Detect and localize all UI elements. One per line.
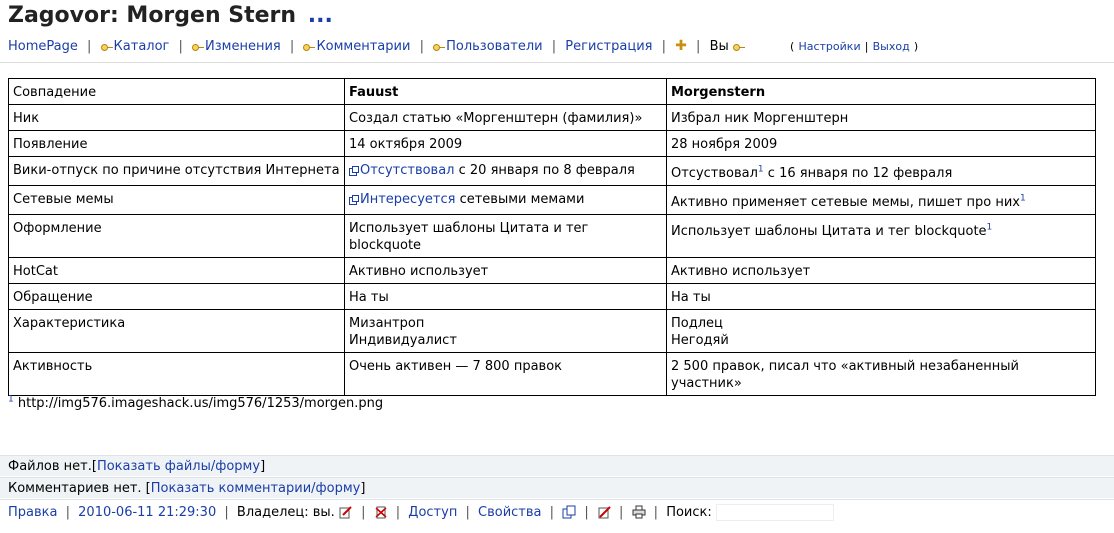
owner-edit-icon[interactable] xyxy=(339,503,353,517)
table-row xyxy=(9,157,1096,186)
cell-fauust: Создал статью «Моргенштерн (фамилия)» xyxy=(345,105,667,131)
cell-morgenstern: Активно применяет сетевые мемы, пишет про них$^1$ xyxy=(667,186,1096,215)
cell-morgenstern: Подлец Негодяй xyxy=(667,310,1096,353)
files-bar: Файлов нет.[Показать файлы/форму] xyxy=(0,455,1114,476)
username[interactable] xyxy=(746,41,786,53)
key-icon xyxy=(303,43,315,51)
comparison-table xyxy=(8,78,1096,396)
cell-morgenstern: Избрал ник Моргенштерн xyxy=(667,105,1096,131)
nav-users[interactable]: Пользователи xyxy=(446,39,543,54)
row-label: Оформление xyxy=(9,215,345,258)
cell-fauust: На ты xyxy=(345,284,667,310)
delete-icon[interactable] xyxy=(374,503,388,517)
row-label: Характеристика xyxy=(9,310,345,353)
table-row xyxy=(9,105,1096,131)
header-cell: Morgenstern xyxy=(667,79,1096,105)
page-title xyxy=(8,3,333,28)
key-icon xyxy=(733,43,745,51)
key-icon xyxy=(192,43,204,51)
comments-bar: Комментариев нет. [Показать комментарии/форму] xyxy=(0,477,1114,498)
table-row xyxy=(9,310,1096,353)
table-row xyxy=(9,284,1096,310)
divider xyxy=(0,62,1114,63)
table-row xyxy=(9,186,1096,215)
comments-status: Комментариев нет. xyxy=(8,481,142,496)
nav-homepage[interactable]: HomePage xyxy=(8,39,78,54)
edit-link[interactable]: Правка xyxy=(8,505,58,520)
show-files-link[interactable]: Показать файлы/форму xyxy=(96,459,261,474)
search-input[interactable] xyxy=(716,504,834,521)
nav-changes[interactable]: Изменения xyxy=(205,39,281,54)
properties-link[interactable]: Свойства xyxy=(478,505,542,520)
cell-morgenstern: На ты xyxy=(667,284,1096,310)
nav-you-label: Вы xyxy=(709,39,729,54)
top-navigation: HomePage | Каталог | Изменения | Комментарии | Пользователи | Регистрация | ✚ | Вы ( Настройки | Выход ) xyxy=(8,38,919,54)
show-comments-link[interactable]: Показать комментарии/форму xyxy=(150,481,361,496)
cell-fauust: Мизантроп Индивидуалист xyxy=(345,310,667,353)
cell-morgenstern: Использует шаблоны Цитата и тег blockquote$^1$ xyxy=(667,215,1096,258)
key-icon xyxy=(101,43,113,51)
cell-link[interactable]: Отсутствовал xyxy=(360,163,455,178)
key-icon xyxy=(433,43,445,51)
cell-fauust: Очень активен — 7 800 правок xyxy=(345,353,667,396)
header-cell: Fauust xyxy=(345,79,667,105)
table-row xyxy=(9,215,1096,258)
nav-catalog[interactable]: Каталог xyxy=(113,39,170,54)
footnote-number[interactable]: 1 xyxy=(8,394,14,405)
nav-register[interactable]: Регистрация xyxy=(565,39,653,54)
row-label: Обращение xyxy=(9,284,345,310)
cell-fauust: Использует шаблоны Цитата и тег blockquote xyxy=(345,215,667,258)
table-row xyxy=(9,258,1096,284)
search-label: Поиск: xyxy=(666,505,712,520)
footnote-text: http://img576.imageshack.us/img576/1253/morgen.png xyxy=(17,396,384,411)
access-link[interactable]: Доступ xyxy=(408,505,458,520)
nav-comments[interactable]: Комментарии xyxy=(316,39,411,54)
plus-icon[interactable]: ✚ xyxy=(675,38,687,54)
table-row xyxy=(9,131,1096,157)
footnote-ref[interactable]: 1 xyxy=(986,222,993,233)
nav-settings[interactable]: Настройки xyxy=(798,40,861,53)
footnote-ref[interactable]: 1 xyxy=(757,164,764,175)
table-row xyxy=(9,353,1096,396)
cell-fauust: 14 октября 2009 xyxy=(345,131,667,157)
row-label: HotCat xyxy=(9,258,345,284)
row-label: Активность xyxy=(9,353,345,396)
row-label: Появление xyxy=(9,131,345,157)
table-header-row xyxy=(9,79,1096,105)
header-cell: Совпадение xyxy=(9,79,345,105)
files-status: Файлов нет. xyxy=(8,459,92,474)
nav-logout[interactable]: Выход xyxy=(872,40,910,53)
page-title-more-link[interactable]: ... xyxy=(307,3,333,28)
cell-fauust: Интересуется сетевыми мемами xyxy=(345,186,667,215)
cell-fauust: Активно использует xyxy=(345,258,667,284)
cell-link[interactable]: Интересуется xyxy=(360,192,456,207)
external-link-icon xyxy=(349,166,358,175)
clone-icon[interactable] xyxy=(562,503,576,517)
page-title-text: Zagovor: Morgen Stern xyxy=(8,3,297,28)
row-label: Ник xyxy=(9,105,345,131)
owner-label: Владелец: вы. xyxy=(236,505,335,520)
cell-morgenstern: 28 ноября 2009 xyxy=(667,131,1096,157)
external-link-icon xyxy=(349,195,358,204)
footnote-ref[interactable]: 1 xyxy=(1019,193,1026,204)
cell-fauust: Отсутствовал с 20 января по 8 февраля xyxy=(345,157,667,186)
cell-morgenstern: Отсуствовал$^1$ с 16 января по 12 февраля xyxy=(667,157,1096,186)
cell-morgenstern: Активно использует xyxy=(667,258,1096,284)
cell-morgenstern: 2 500 правок, писал что «активный незабаненный участник» xyxy=(667,353,1096,396)
row-label: Вики-отпуск по причине отсутствия Интернета xyxy=(9,157,345,186)
revision-date-link[interactable]: 2010-06-11 21:29:30 xyxy=(78,505,217,520)
bottom-toolbar: Правка | 2010-06-11 21:29:30 | Владелец: вы. | | Доступ | Свойства | | | | Поиск: xyxy=(0,499,1114,525)
print-icon[interactable] xyxy=(632,503,646,517)
remove-icon[interactable] xyxy=(597,503,611,517)
footnote xyxy=(8,396,383,411)
row-label: Сетевые мемы xyxy=(9,186,345,215)
